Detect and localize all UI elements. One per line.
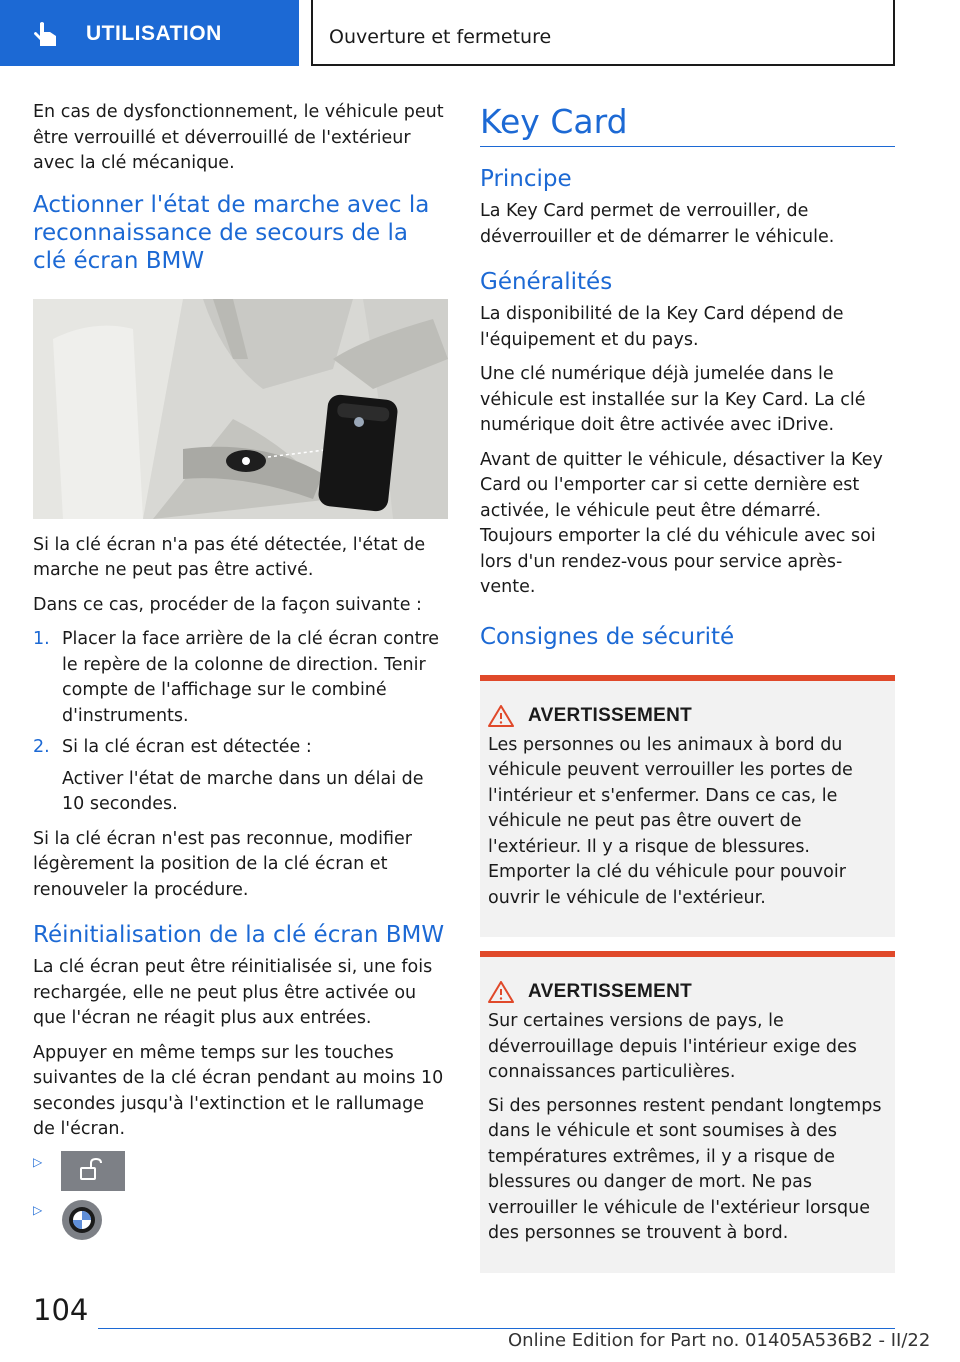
step-number: 2.: [33, 737, 50, 757]
warning-text: Les personnes ou les animaux à bord du véhicule peuvent verrouiller les portes de l'intérieur et s'enfermer. Dans ce cas, le véhicule ne peut pas être ouvert de l'extérieur. Il y a risque de blessures. Emporter la clé du véhicule pour pouvoir ouvrir le véhicule de l'extérieur.: [488, 734, 853, 908]
step-subtext: Activer l'état de marche dans un délai de 10 secondes.: [62, 768, 424, 814]
warning-label: AVERTISSEMENT: [528, 704, 693, 726]
bullet-marker: ▷: [33, 1154, 43, 1169]
warning-box: [480, 951, 895, 1273]
not-detected-paragraph: Si la clé écran n'a pas été détectée, l'état de marche ne peut pas être activé.: [33, 534, 426, 580]
list-item: [33, 735, 448, 818]
principe-paragraph: La Key Card permet de verrouiller, de déverrouiller et de démarrer le véhicule.: [480, 201, 835, 247]
generalites-paragraph: Une clé numérique déjà jumelée dans le véhicule est installée sur la Key Card. La clé numérique doit être activée avec iDrive.: [480, 364, 866, 435]
right-column: [480, 100, 895, 1273]
intro-paragraph: En cas de dysfonctionnement, le véhicule peut être verrouillé et déverrouillé de l'extérieur avec la clé mécanique.: [33, 102, 444, 173]
reset-paragraph: La clé écran peut être réinitialisée si, une fois rechargée, elle ne peut plus être activée ou que l'écran ne réagit plus aux entrées.: [33, 957, 433, 1028]
list-item: [33, 1203, 448, 1251]
warning-text: Si des personnes restent pendant longtemps dans le véhicule et sont soumises à des températures extrêmes, il y a risque de blessures ou danger de mort. Ne pas verrouiller le véhicule de l'extérieur lorsque des personnes se trouvent à bord.: [488, 1095, 882, 1243]
generalites-paragraph: Avant de quitter le véhicule, désactiver la Key Card ou l'emporter car si cette dernière est activée, le véhicule peut être démarré. Toujours emporter la clé du véhicule avec soi lors d'un rendez-vous pour service après-vente.: [480, 449, 883, 597]
list-item: [33, 1155, 448, 1203]
heading-consignes: Consignes de sécurité: [480, 623, 735, 650]
step-text: Placer la face arrière de la clé écran contre le repère de la colonne de direction. Tenir compte de l'affichage sur le combiné d'instruments.: [62, 629, 440, 726]
warning-header: [488, 981, 885, 1003]
section-title: UTILISATION: [86, 22, 222, 45]
topic-title: Ouverture et fermeture: [329, 26, 552, 48]
step-text: Si la clé écran est détectée :: [62, 737, 312, 757]
title-divider: [480, 146, 895, 147]
unlock-key-icon: [61, 1151, 125, 1191]
warning-triangle-icon: [488, 981, 514, 1003]
bmw-button-icon: [61, 1199, 103, 1241]
warning-text: Sur certaines versions de pays, le déverrouillage depuis l'intérieur exige des connaissances particulières.: [488, 1011, 857, 1082]
page-title: Key Card: [480, 102, 628, 141]
section-header: [0, 0, 299, 66]
procedure-intro: Dans ce cas, procéder de la façon suivante :: [33, 594, 422, 615]
generalites-paragraph: La disponibilité de la Key Card dépend de l'équipement et du pays.: [480, 304, 844, 350]
steering-column-photo: [33, 299, 448, 519]
hand-pointer-icon: [30, 20, 60, 48]
bullet-marker: ▷: [33, 1202, 43, 1217]
procedure-steps: [33, 627, 448, 818]
heading-emergency-start: Actionner l'état de marche avec la reconnaissance de secours de la clé écran BMW: [33, 191, 430, 274]
heading-generalites: Généralités: [480, 269, 613, 295]
left-column: [33, 100, 448, 1251]
warning-triangle-icon: [488, 705, 514, 727]
page-number: 104: [33, 1293, 89, 1327]
step-number: 1.: [33, 629, 50, 649]
not-recognized-paragraph: Si la clé écran n'est pas reconnue, modifier légèrement la position de la clé écran et renouveler la procédure.: [33, 828, 412, 900]
steering-column-illustration: [33, 299, 448, 519]
heading-principe: Principe: [480, 166, 572, 192]
list-item: [33, 627, 448, 729]
footer-divider: [98, 1328, 895, 1329]
warning-header: [488, 705, 885, 727]
warning-box: [480, 675, 895, 938]
edition-note: Online Edition for Part no. 01405A536B2 - II/22: [508, 1330, 931, 1351]
reset-procedure-paragraph: Appuyer en même temps sur les touches suivantes de la clé écran pendant au moins 10 secondes jusqu'à l'extinction et le rallumage de l'écran.: [33, 1042, 444, 1139]
warning-label: AVERTISSEMENT: [528, 981, 693, 1002]
topic-header: [311, 0, 895, 66]
heading-reset: Réinitialisation de la clé écran BMW: [33, 922, 445, 948]
